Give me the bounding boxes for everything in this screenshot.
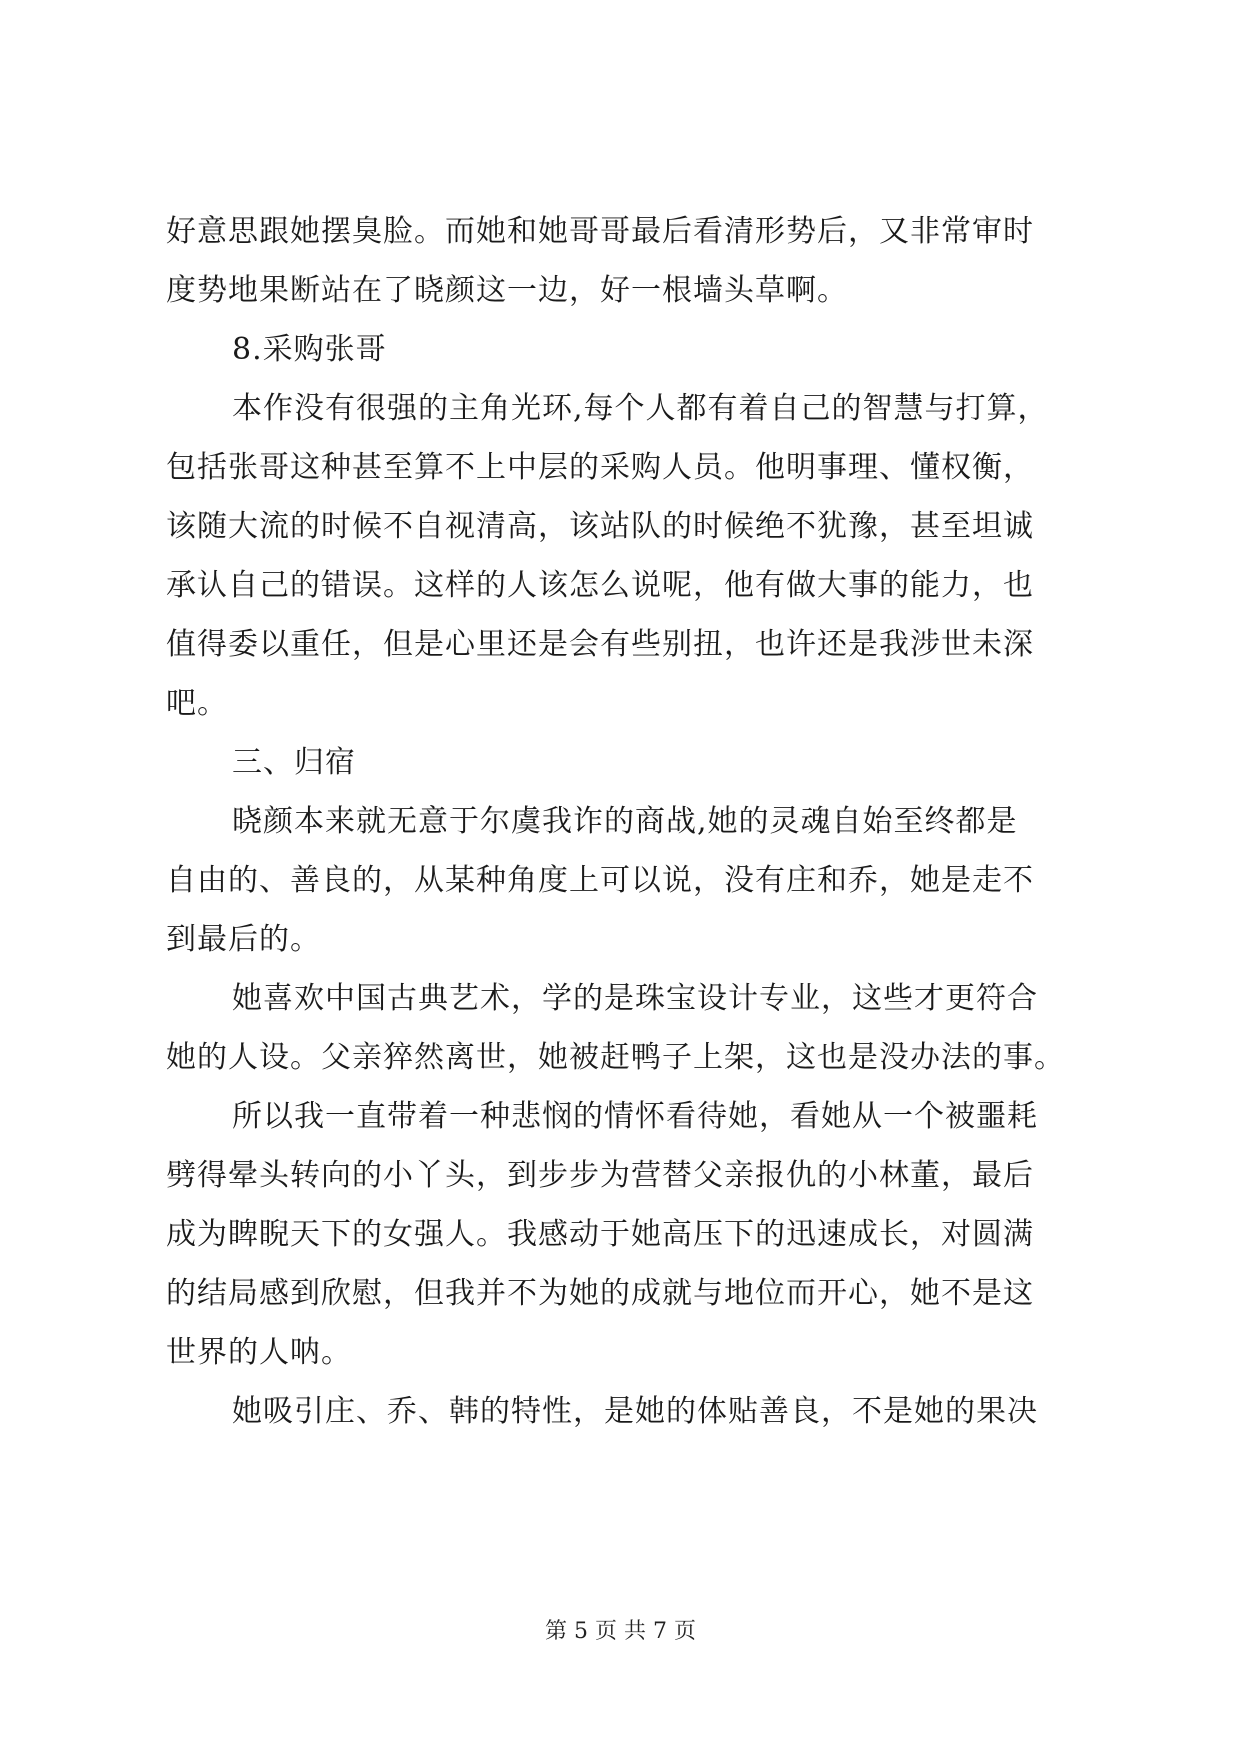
text-line: 世界的人呐。 xyxy=(166,1335,352,1370)
text-line: 包括张哥这种甚至算不上中层的采购人员。他明事理、懂权衡， xyxy=(166,450,1034,485)
text-line: 度势地果断站在了晓颜这一边，好一根墙头草啊。 xyxy=(166,273,848,308)
text-line: 她的人设。父亲猝然离世，她被赶鸭子上架，这也是没办法的事。 xyxy=(166,1040,1065,1075)
text-line: 晓颜本来就无意于尔虞我诈的商战,她的灵魂自始至终都是 xyxy=(232,804,1018,839)
text-line: 自由的、善良的，从某种角度上可以说，没有庄和乔，她是走不 xyxy=(166,863,1034,898)
text-line: 本作没有很强的主角光环,每个人都有着自己的智慧与打算， xyxy=(232,391,1049,426)
text-line: 的结局感到欣慰，但我并不为她的成就与地位而开心，她不是这 xyxy=(166,1276,1034,1311)
text-line: 值得委以重任，但是心里还是会有些别扭，也许还是我涉世未深 xyxy=(166,627,1034,662)
text-line: 到最后的。 xyxy=(166,922,321,957)
page-footer: 第 5 页 共 7 页 xyxy=(545,1619,696,1644)
text-line: 吧。 xyxy=(166,686,228,721)
text-line: 好意思跟她摆臭脸。而她和她哥哥最后看清形势后，又非常审时 xyxy=(166,214,1034,249)
text-line: 劈得晕头转向的小丫头，到步步为营替父亲报仇的小林董，最后 xyxy=(166,1158,1034,1193)
text-line: 承认自己的错误。这样的人该怎么说呢，他有做大事的能力，也 xyxy=(166,568,1034,603)
text-line: 所以我一直带着一种悲悯的情怀看待她，看她从一个被噩耗 xyxy=(232,1099,1038,1134)
section-heading: 三、归宿 xyxy=(232,745,356,780)
text-line: 成为睥睨天下的女强人。我感动于她高压下的迅速成长，对圆满 xyxy=(166,1217,1034,1252)
text-line: 她喜欢中国古典艺术，学的是珠宝设计专业，这些才更符合 xyxy=(232,981,1038,1016)
text-line: 该随大流的时候不自视清高，该站队的时候绝不犹豫，甚至坦诚 xyxy=(166,509,1034,544)
section-heading: 8.采购张哥 xyxy=(232,332,387,367)
text-line: 她吸引庄、乔、韩的特性，是她的体贴善良，不是她的果决 xyxy=(232,1394,1038,1429)
